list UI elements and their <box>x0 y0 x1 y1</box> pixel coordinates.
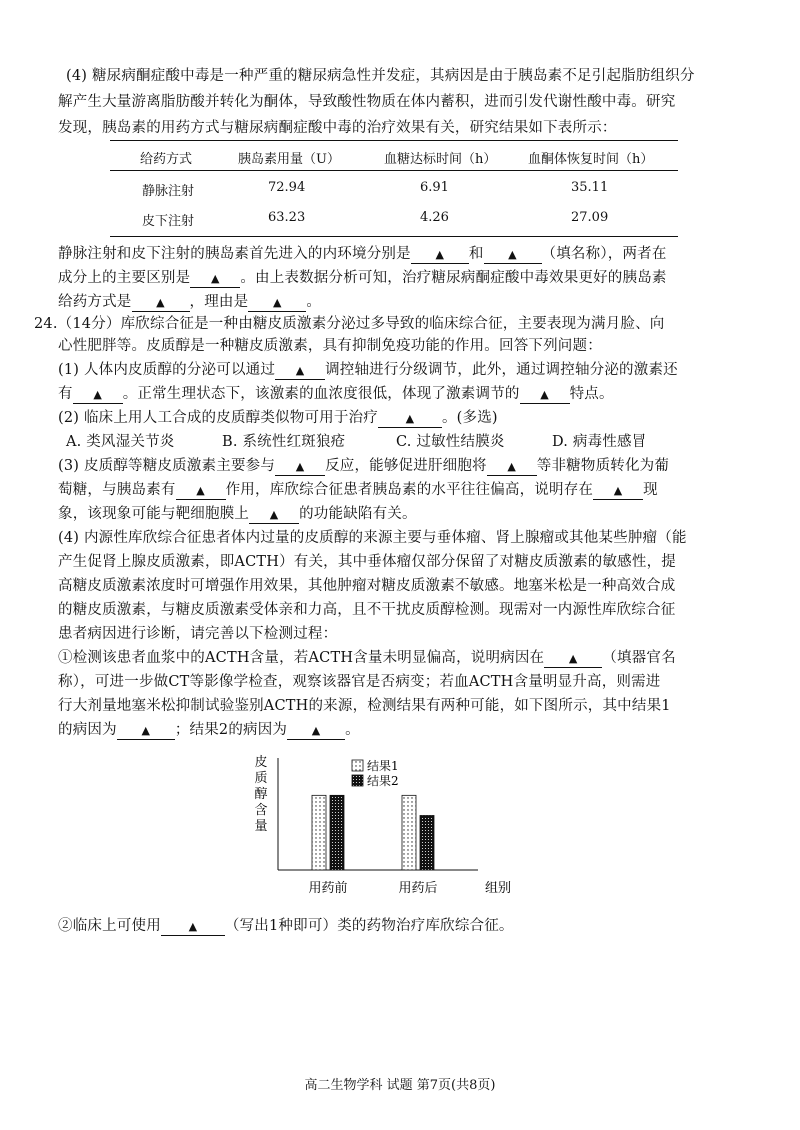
answer-blank[interactable]: ▲ <box>378 411 442 428</box>
text: (1) 人体内皮质醇的分泌可以通过 <box>58 362 276 378</box>
table-header-method: 给药方式 <box>140 152 193 167</box>
q24-part2-option-b: B. 系统性红斑狼疮 <box>222 434 346 450</box>
q24-part4-line1: (4) 内源性库欣综合征患者体内过量的皮质醇的来源主要与垂体瘤、肾上腺瘤或其他某些肿瘤（能 <box>58 530 687 546</box>
text: 反应，能够促进肝细胞将 <box>325 458 487 474</box>
table-row2-dose: 63.23 <box>268 210 306 225</box>
q24-part2-option-a: A. 类风湿关节炎 <box>66 434 175 450</box>
text: (2) 临床上用人工合成的皮质醇类似物可用于治疗 <box>58 410 378 426</box>
q24-part2-option-d: D. 病毒性感冒 <box>552 434 647 450</box>
table-row2-method: 皮下注射 <box>142 214 195 229</box>
answer-blank[interactable]: ▲ <box>593 483 643 500</box>
table-header-dose: 胰岛素用量（U） <box>238 152 340 167</box>
y-axis-label-char: 量 <box>254 819 268 834</box>
answer-blank[interactable]: ▲ <box>287 723 345 740</box>
text: 静脉注射和皮下注射的胰岛素首先进入的内环境分别是 <box>58 246 411 262</box>
text: ②临床上可使用 <box>58 918 161 934</box>
text: ，理由是 <box>189 294 249 310</box>
table-top-rule <box>110 140 678 141</box>
answer-blank[interactable]: ▲ <box>544 651 602 668</box>
q24-part1-line1 <box>58 360 678 380</box>
answer-blank[interactable]: ▲ <box>249 507 299 524</box>
text: 象，该现象可能与靶细胞膜上 <box>58 506 250 522</box>
text: 调控轴进行分级调节，此外，通过调控轴分泌的激素还 <box>325 362 678 378</box>
text: 。 <box>306 294 322 310</box>
part4-intro-line1: (4) 糖尿病酮症酸中毒是一种严重的糖尿病急性并发症，其病因是由于胰岛素不足引起脂肪组织分 <box>66 68 695 84</box>
q24-part4-line5: 患者病因进行诊断，请完善以下检测过程： <box>58 626 338 642</box>
table-row1-ketone: 35.11 <box>571 180 609 195</box>
text: 。(多选) <box>441 410 498 426</box>
answer-blank[interactable]: ▲ <box>161 919 225 936</box>
y-axis-label-char: 质 <box>254 771 268 786</box>
bar-结果1 <box>312 795 326 870</box>
answer-blank[interactable]: ▲ <box>411 247 469 264</box>
text: 的病因为 <box>58 722 117 738</box>
after-table-line2 <box>58 268 667 288</box>
q24-part4-line2: 产生促肾上腺皮质激素，即ACTH）有关，其中垂体瘤仅部分保留了对糖皮质激素的敏感性，提 <box>58 554 676 570</box>
table-row2-ketone: 27.09 <box>571 210 609 225</box>
q24-part3-line2 <box>58 480 658 500</box>
q24-part4-line4: 的糖皮质激素，与糖皮质激素受体亲和力高，且不干扰皮质醇检测。现需对一内源性库欣综合征 <box>58 602 676 618</box>
legend-swatch <box>352 775 363 786</box>
text: 的功能缺陷有关。 <box>299 506 417 522</box>
after-table-line1 <box>58 244 667 264</box>
q24-line1: 24.（14分）库欣综合征是一种由糖皮质激素分泌过多导致的临床综合征，主要表现为满月脸、向 <box>34 316 665 332</box>
table-mid-rule <box>110 170 678 171</box>
q24-part2-option-c: C. 过敏性结膜炎 <box>396 434 505 450</box>
text: （写出1种即可）类的药物治疗库欣综合征。 <box>224 918 514 934</box>
q24-part4-line3: 高糖皮质激素浓度时可增强作用效果，其他肿瘤对糖皮质激素不敏感。地塞米松是一种高效合成 <box>58 578 676 594</box>
answer-blank[interactable]: ▲ <box>176 483 226 500</box>
q24-part1-line2 <box>58 384 614 404</box>
text: 作用，库欣综合征患者胰岛素的水平往往偏高，说明存在 <box>225 482 594 498</box>
legend-label: 结果2 <box>367 774 399 788</box>
text: 和 <box>468 246 484 262</box>
x-axis-label: 组别 <box>484 881 512 896</box>
table-header-ketone-time: 血酮体恢复时间（h） <box>528 152 654 167</box>
q24-part2 <box>58 408 498 428</box>
q24-part3-line3 <box>58 504 417 524</box>
answer-blank[interactable]: ▲ <box>484 247 542 264</box>
y-axis-label-char: 皮 <box>254 755 268 770</box>
q24-step1-line2: 称），可进一步做CT等影像学检查，观察该器官是否病变；若血ACTH含量明显升高，则需进 <box>58 674 661 690</box>
text: (3) 皮质醇等糖皮质激素主要参与 <box>58 458 276 474</box>
q24-part3-line1 <box>58 456 669 476</box>
q24-step1-line1 <box>58 648 676 668</box>
table-bottom-rule <box>110 236 678 237</box>
text: 现 <box>643 482 658 498</box>
answer-blank[interactable]: ▲ <box>73 387 123 404</box>
y-axis-label-char: 醇 <box>254 787 268 802</box>
table-row1-glucose: 6.91 <box>420 180 449 195</box>
bar-结果2 <box>420 815 434 870</box>
after-table-line3 <box>58 292 321 312</box>
text: 。正常生理状态下，该激素的血浓度很低，体现了激素调节的 <box>122 386 520 402</box>
table-row2-glucose: 4.26 <box>420 210 449 225</box>
text: 萄糖，与胰岛素有 <box>58 482 176 498</box>
bar-结果1 <box>402 795 416 870</box>
answer-blank[interactable]: ▲ <box>275 363 325 380</box>
table-row1-dose: 72.94 <box>268 180 306 195</box>
text: 特点。 <box>569 386 614 402</box>
q24-line2: 心性肥胖等。皮质醇是一种糖皮质激素，具有抑制免疫功能的作用。回答下列问题： <box>58 338 602 354</box>
legend-swatch <box>352 760 363 771</box>
x-tick-label: 用药前 <box>308 881 348 896</box>
text: 。 <box>345 722 360 738</box>
y-axis-label-char: 含 <box>254 803 268 818</box>
text: ①检测该患者血浆中的ACTH含量，若ACTH含量未明显偏高，说明病因在 <box>58 650 545 666</box>
answer-blank[interactable]: ▲ <box>248 295 306 312</box>
text: 给药方式是 <box>58 294 132 310</box>
text: （填器官名 <box>602 650 676 666</box>
x-tick-label: 用药后 <box>398 881 438 896</box>
cortisol-bar-chart <box>250 748 540 898</box>
table-row1-method: 静脉注射 <box>142 184 195 199</box>
q24-step1-line3: 行大剂量地塞米松抑制试验鉴别ACTH的来源，检测结果有两种可能，如下图所示，其中结果1 <box>58 698 671 714</box>
text: 。由上表数据分析可知，治疗糖尿病酮症酸中毒效果更好的胰岛素 <box>240 270 667 286</box>
q24-step2 <box>58 916 514 936</box>
text: ；结果2的病因为 <box>174 722 288 738</box>
part4-intro-line3: 发现，胰岛素的用药方式与糖尿病酮症酸中毒的治疗效果有关，研究结果如下表所示： <box>58 120 617 136</box>
answer-blank[interactable]: ▲ <box>132 295 190 312</box>
page-footer: 高二生物学科 试题 第7页(共8页) <box>304 1078 496 1093</box>
text: 等非糖物质转化为葡 <box>536 458 670 474</box>
answer-blank[interactable]: ▲ <box>190 271 240 288</box>
bar-结果2 <box>330 795 344 870</box>
answer-blank[interactable]: ▲ <box>275 459 325 476</box>
answer-blank[interactable]: ▲ <box>520 387 570 404</box>
answer-blank[interactable]: ▲ <box>487 459 537 476</box>
text: （填名称），两者在 <box>541 246 667 262</box>
table-header-glucose-time: 血糖达标时间（h） <box>384 152 497 167</box>
answer-blank[interactable]: ▲ <box>117 723 175 740</box>
legend-label: 结果1 <box>367 759 399 773</box>
q24-step1-line4 <box>58 720 360 740</box>
part4-intro-line2: 解产生大量游离脂肪酸并转化为酮体，导致酸性物质在体内蓄积，进而引发代谢性酸中毒。研究 <box>58 94 676 110</box>
text: 有 <box>58 386 73 402</box>
text: 成分上的主要区别是 <box>58 270 191 286</box>
